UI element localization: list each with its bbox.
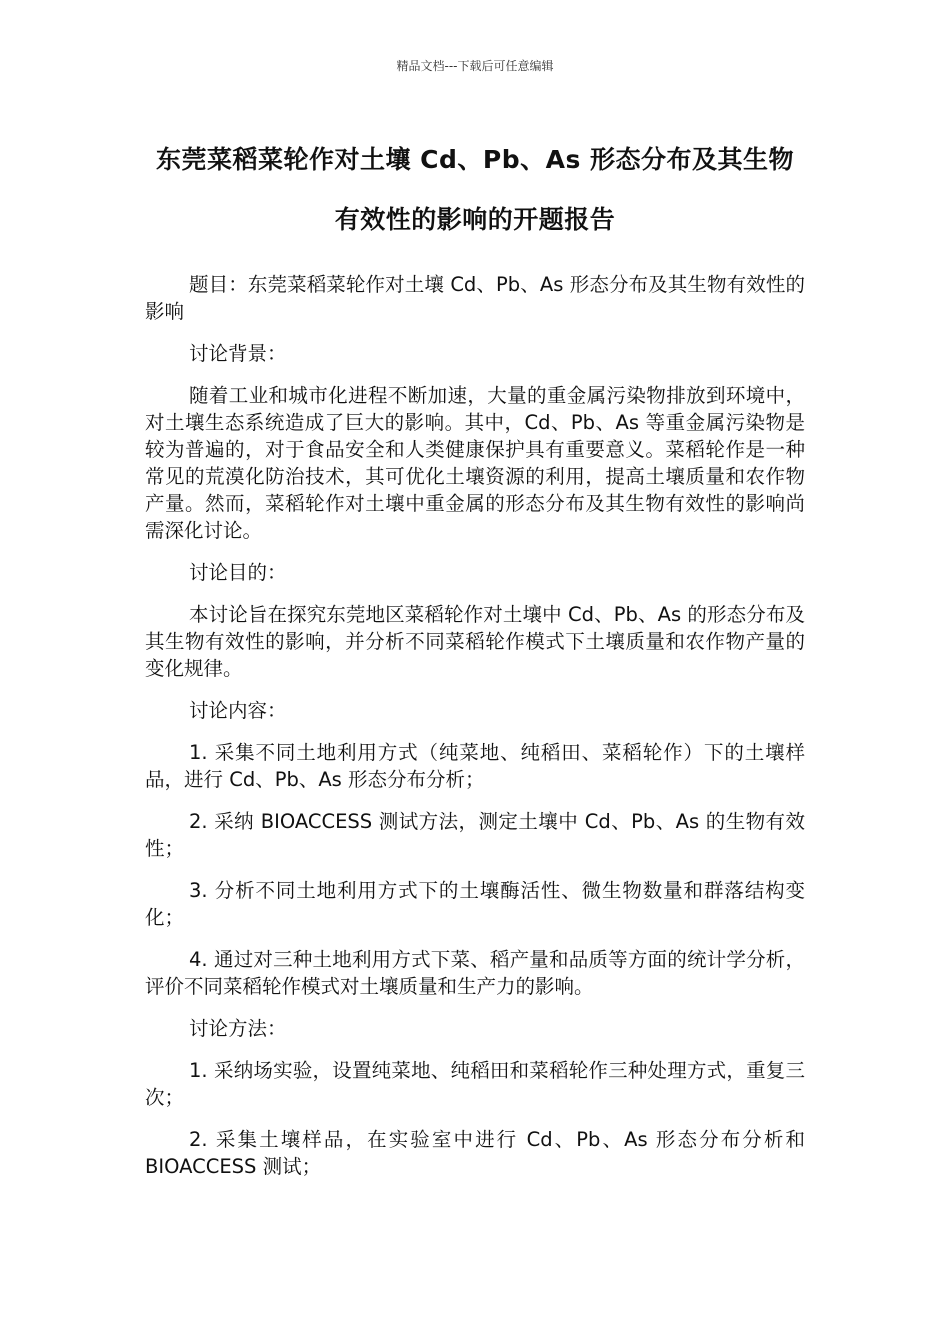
list-item-content-3: 3. 分析不同土地利用方式下的土壤酶活性、微生物数量和群落结构变化； xyxy=(145,879,805,929)
heading-background: 讨论背景： xyxy=(189,342,287,365)
paragraph-topic: 题目：东莞菜稻菜轮作对土壤 Cd、Pb、As 形态分布及其生物有效性的影响 xyxy=(145,273,805,323)
list-item-content-4: 4. 通过对三种土地利用方式下菜、稻产量和品质等方面的统计学分析，评价不同菜稻轮作模式对土壤质量和生产力的影响。 xyxy=(145,948,805,998)
header-note: 精品文档---下载后可任意编辑 xyxy=(396,59,554,73)
paragraph-background: 随着工业和城市化进程不断加速，大量的重金属污染物排放到环境中，对土壤生态系统造成了巨大的影响。其中，Cd、Pb、As 等重金属污染物是较为普遍的，对于食品安全和人类健康保护具有重要意义。菜稻轮作是一种常见的荒漠化防治技术，其可优化土壤资源的利用，提高土壤质量和农作物产量。然而，菜稻轮作对土壤中重金属的形态分布及其生物有效性的影响尚需深化讨论。 xyxy=(145,384,805,542)
heading-content: 讨论内容： xyxy=(189,699,287,722)
document-title: 东莞菜稻菜轮作对土壤 Cd、Pb、As 形态分布及其生物有效性的影响的开题报告 xyxy=(155,145,795,234)
heading-method: 讨论方法： xyxy=(189,1017,287,1040)
heading-purpose: 讨论目的： xyxy=(189,561,287,584)
list-item-content-2: 2. 采纳 BIOACCESS 测试方法，测定土壤中 Cd、Pb、As 的生物有效性； xyxy=(145,810,805,860)
document-body xyxy=(145,271,805,1195)
list-item-method-2: 2. 采集土壤样品，在实验室中进行 Cd、Pb、As 形态分布分析和 BIOACCESS 测试； xyxy=(145,1128,805,1178)
paragraph-purpose: 本讨论旨在探究东莞地区菜稻轮作对土壤中 Cd、Pb、As 的形态分布及其生物有效性的影响，并分析不同菜稻轮作模式下土壤质量和农作物产量的变化规律。 xyxy=(145,603,805,680)
list-item-content-1: 1. 采集不同土地利用方式（纯菜地、纯稻田、菜稻轮作）下的土壤样品，进行 Cd、Pb、As 形态分布分析； xyxy=(145,741,805,791)
list-item-method-1: 1. 采纳场实验，设置纯菜地、纯稻田和菜稻轮作三种处理方式，重复三次； xyxy=(145,1059,805,1109)
